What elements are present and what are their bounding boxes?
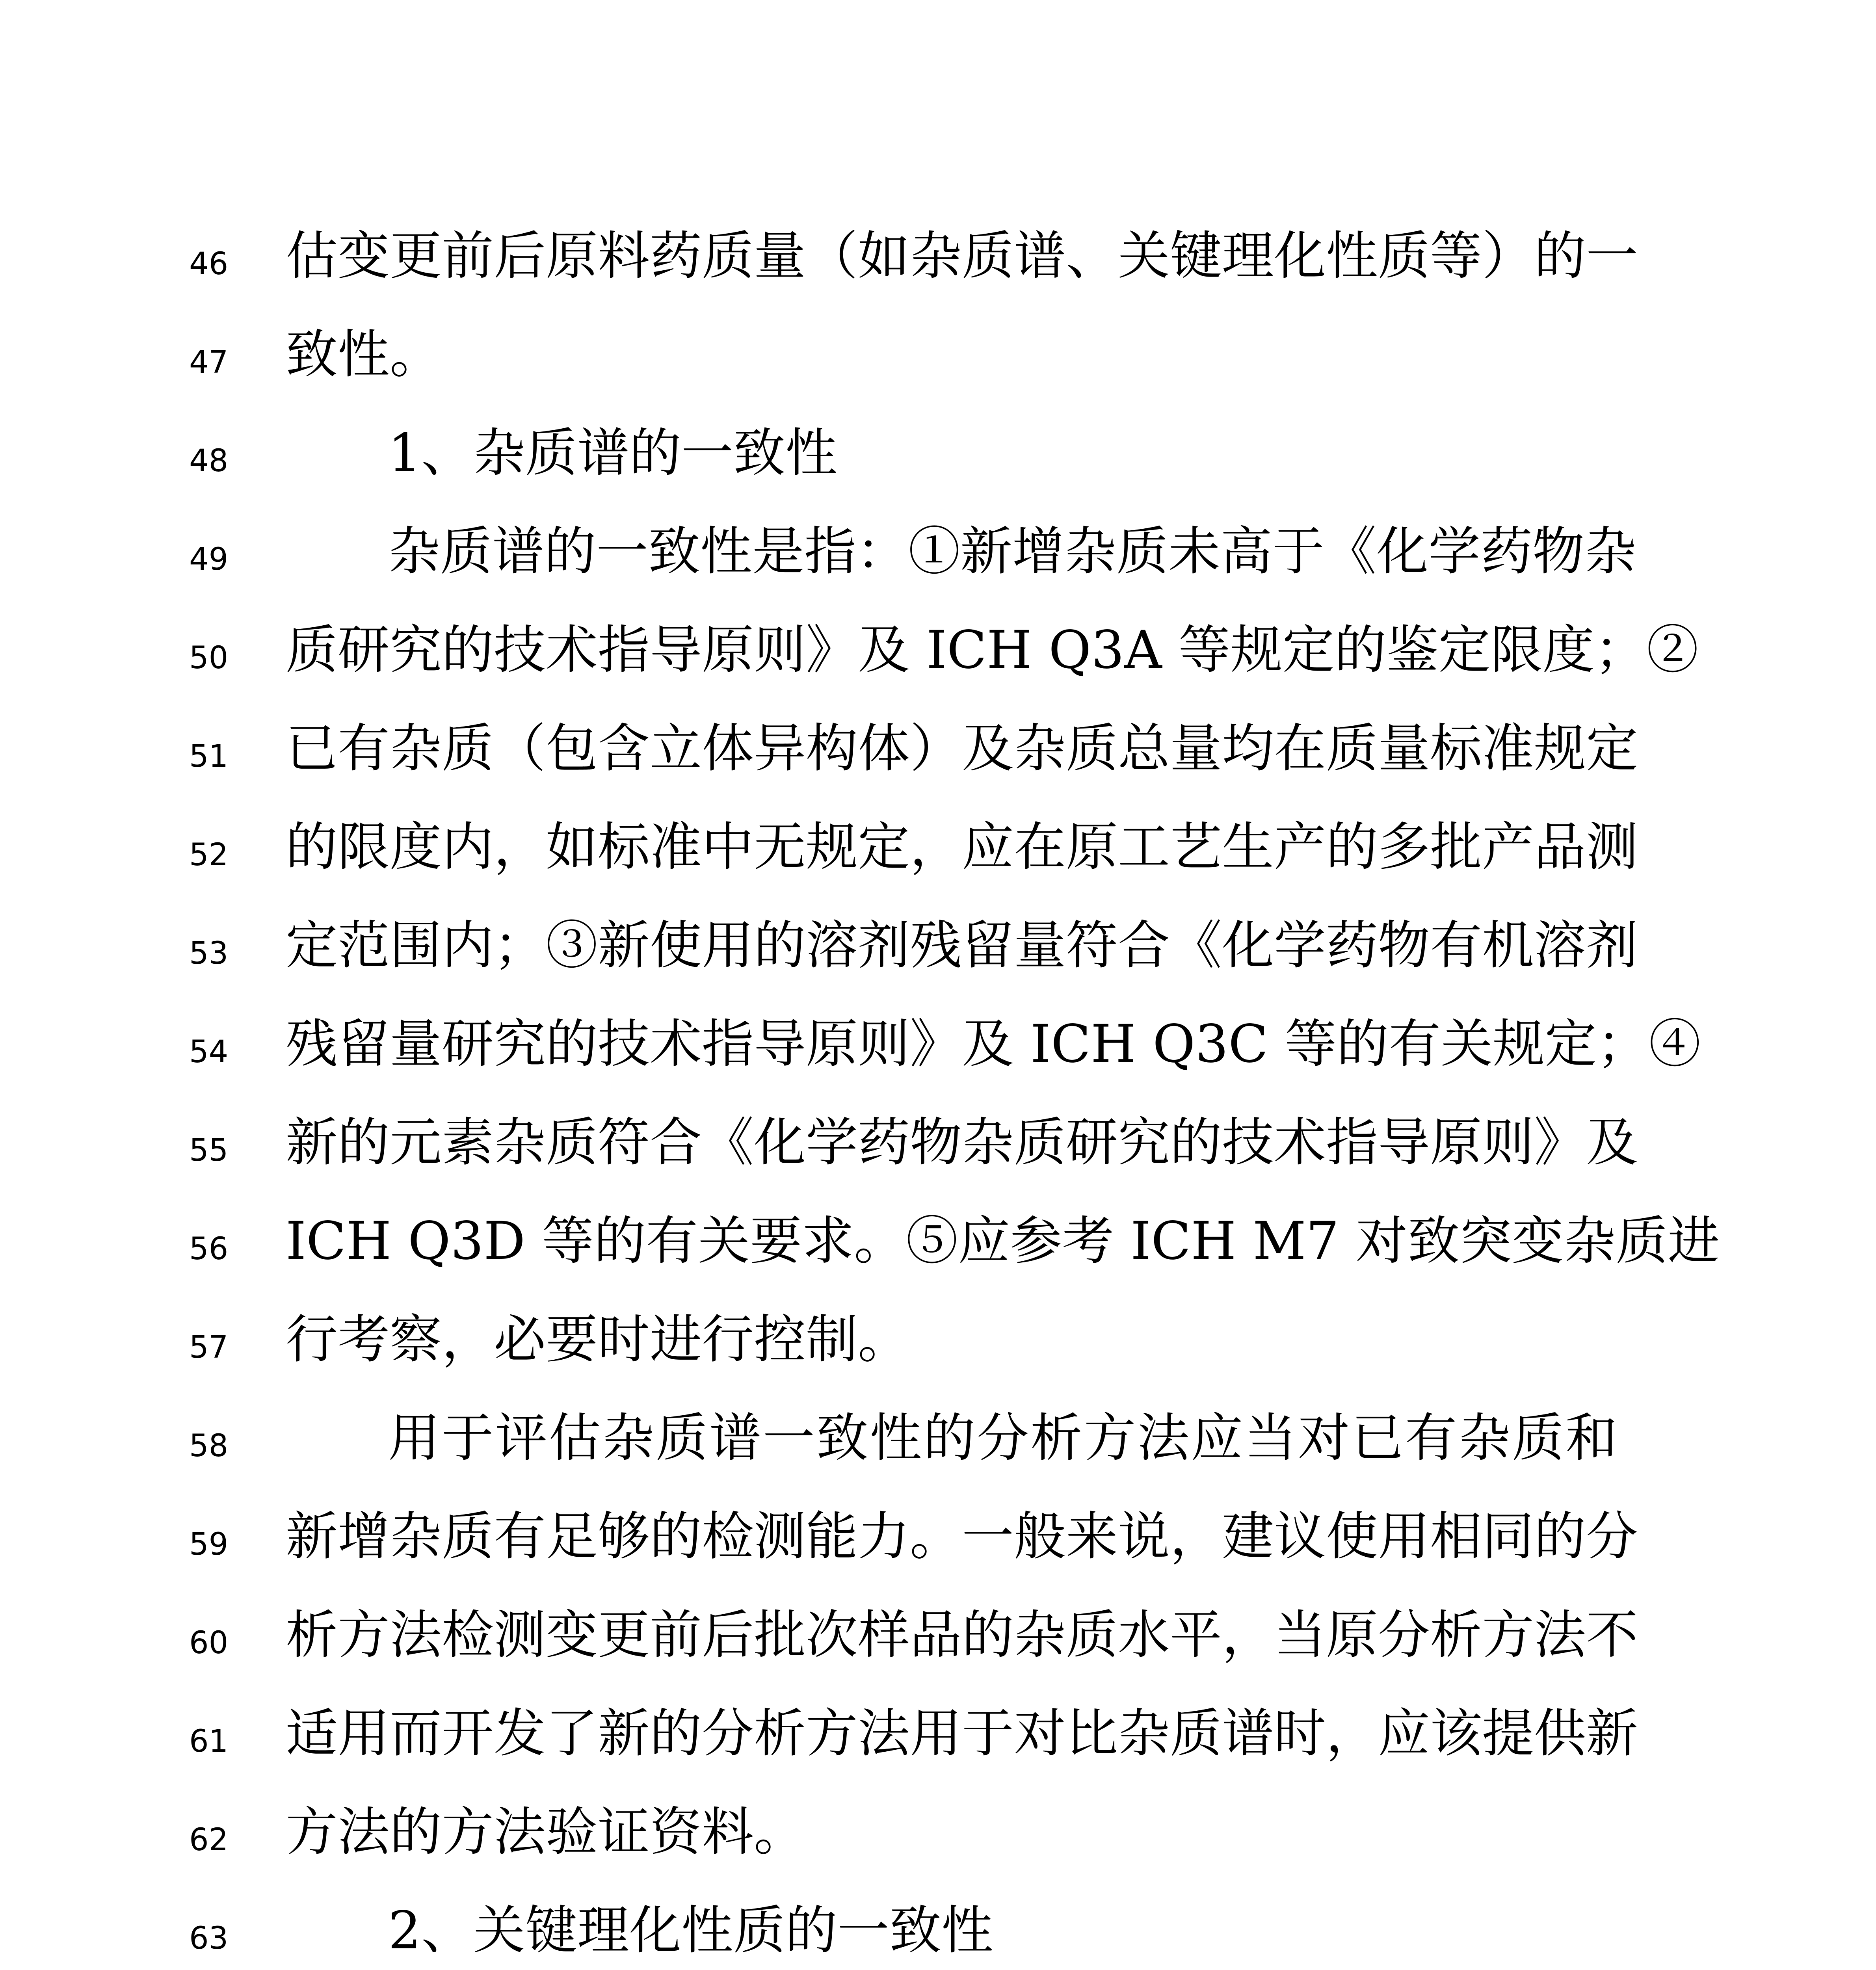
line-number: 58: [189, 1428, 229, 1464]
section-heading: 1、杂质谱的一致性: [388, 423, 837, 483]
line-text: 定范围内；③新使用的溶剂残留量符合《化学药物有机溶剂: [286, 915, 1638, 976]
line-number: 53: [189, 936, 229, 971]
line-number: 59: [189, 1527, 229, 1562]
text-line: [0, 1791, 1876, 1889]
line-text: 析方法检测变更前后批次样品的杂质水平，当原分析方法不: [286, 1605, 1638, 1665]
line-number: 57: [189, 1330, 229, 1365]
line-text: 新增杂质有足够的检测能力。一般来说，建议使用相同的分: [286, 1506, 1638, 1567]
line-number: 49: [189, 542, 229, 577]
line-text: 适用而开发了新的分析方法用于对比杂质谱时，应该提供新: [286, 1703, 1638, 1764]
line-number: 55: [189, 1133, 229, 1168]
text-line: [0, 1495, 1876, 1594]
text-line: [0, 412, 1876, 510]
line-number: 47: [189, 345, 229, 380]
line-number: 46: [189, 246, 229, 282]
text-line: [0, 1200, 1876, 1298]
text-line: [0, 1003, 1876, 1101]
text-line: [0, 215, 1876, 313]
line-text: 的限度内，如标准中无规定，应在原工艺生产的多批产品测: [286, 817, 1638, 877]
line-text: 质研究的技术指导原则》及 ICH Q3A 等规定的鉴定限度；②: [286, 620, 1699, 680]
line-text: 方法的方法验证资料。: [286, 1802, 806, 1862]
text-line: [0, 1594, 1876, 1692]
text-line: [0, 904, 1876, 1003]
text-line: [0, 1692, 1876, 1791]
line-number: 61: [189, 1724, 229, 1759]
line-text: 杂质谱的一致性是指：①新增杂质未高于《化学药物杂: [388, 521, 1636, 582]
text-line: [0, 707, 1876, 806]
text-line: [0, 609, 1876, 707]
line-number: 62: [189, 1822, 229, 1858]
text-line: [0, 1397, 1876, 1495]
line-text: 已有杂质（包含立体异构体）及杂质总量均在质量标准规定: [286, 718, 1638, 779]
line-number: 50: [189, 640, 229, 676]
line-number: 51: [189, 739, 229, 774]
text-line: [0, 1889, 1876, 1970]
line-number: 56: [189, 1231, 229, 1267]
line-number: 48: [189, 443, 229, 479]
line-number: 63: [189, 1921, 229, 1956]
line-text: 行考察，必要时进行控制。: [286, 1309, 910, 1370]
text-line: [0, 1101, 1876, 1200]
text-line: [0, 1298, 1876, 1397]
text-line: [0, 313, 1876, 412]
line-text: 估变更前后原料药质量（如杂质谱、关键理化性质等）的一: [286, 226, 1638, 286]
line-number: 60: [189, 1625, 229, 1661]
line-text: 用于评估杂质谱一致性的分析方法应当对已有杂质和: [388, 1408, 1618, 1468]
text-line: [0, 806, 1876, 904]
line-text: ICH Q3D 等的有关要求。⑤应参考 ICH M7 对致突变杂质进: [286, 1211, 1720, 1271]
line-text: 残留量研究的技术指导原则》及 ICH Q3C 等的有关规定；④: [286, 1014, 1701, 1074]
line-number: 52: [189, 837, 229, 873]
text-line: [0, 510, 1876, 609]
line-text: 致性。: [286, 324, 442, 385]
line-text: 新的元素杂质符合《化学药物杂质研究的技术指导原则》及: [286, 1112, 1638, 1173]
section-heading: 2、关键理化性质的一致性: [388, 1900, 993, 1961]
line-number: 54: [189, 1034, 229, 1070]
